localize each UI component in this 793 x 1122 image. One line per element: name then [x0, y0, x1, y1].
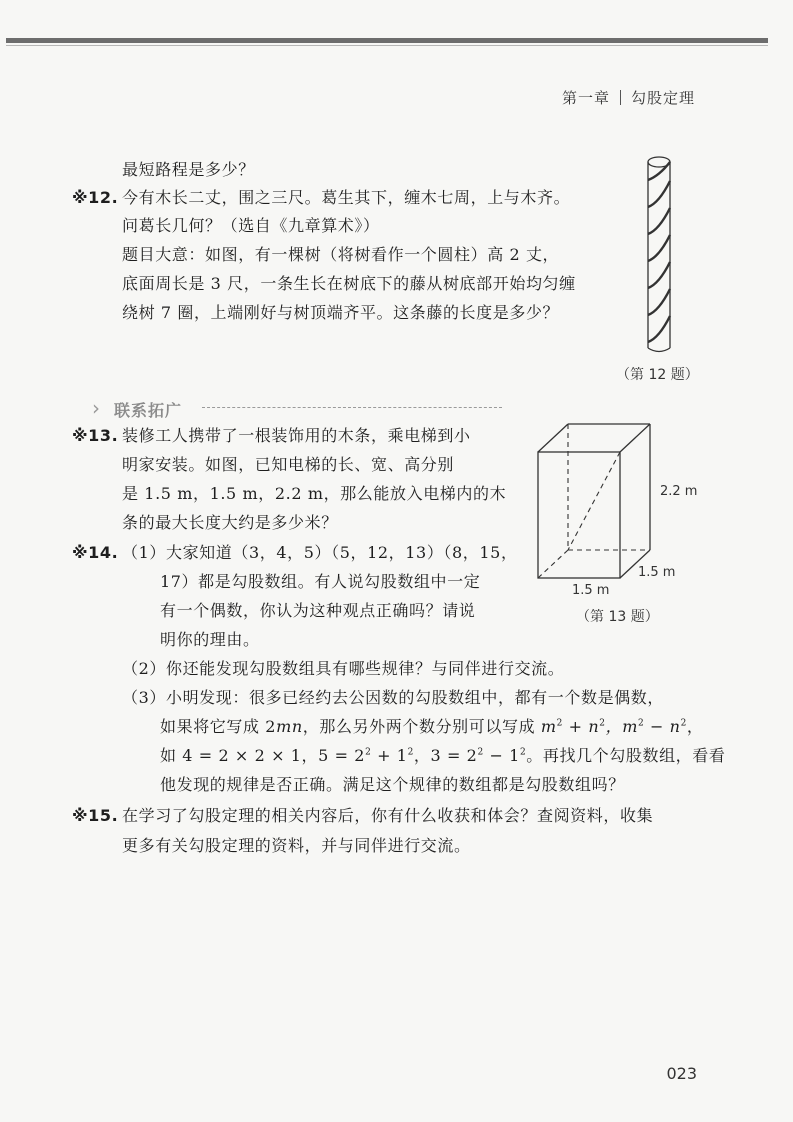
question-12-line: 问葛长几何？（选自《九章算术》）: [122, 216, 380, 235]
question-13-line: 条的最大长度大约是多少米？: [122, 513, 338, 532]
question-14-line: 他发现的规律是否正确。满足这个规律的数组都是勾股数组吗？: [160, 775, 625, 794]
formula-var: m: [540, 717, 557, 736]
question-15-line: 在学习了勾股定理的相关内容后，你有什么收获和体会？查阅资料，收集: [122, 806, 654, 825]
superscript: 2: [365, 747, 372, 758]
question-14-line: （3）小明发现：很多已经约去公因数的勾股数组中，都有一个数是偶数，: [122, 688, 664, 707]
text-line: 最短路程是多少？: [122, 160, 255, 179]
question-13-number: ※13.: [72, 426, 119, 445]
formula-text: ，3 = 2: [413, 746, 478, 765]
formula-var: mn: [276, 717, 303, 736]
running-header: [562, 87, 695, 108]
question-14-line: （1）大家知道（3，4，5）（5，12，13）（8，15，: [122, 543, 518, 562]
formula-text: ，那么另外两个数分别可以写成: [302, 717, 541, 736]
superscript: 2: [519, 747, 527, 758]
figure-12-cylinder: [640, 152, 680, 358]
formula-text: 如果将它写成 2: [160, 717, 277, 736]
question-14-line: 17）都是勾股数组。有人说勾股数组中一定: [160, 572, 481, 591]
superscript: 2: [680, 718, 687, 729]
superscript: 2: [556, 718, 563, 729]
question-12-line: 绕树 7 圈，上端刚好与树顶端齐平。这条藤的长度是多少？: [122, 303, 560, 322]
question-12-line: 题目大意：如图，有一棵树（将树看作一个圆柱）高 2 丈，: [122, 245, 560, 264]
question-14-line-example: [160, 746, 725, 766]
formula-text: 如 4 = 2 × 2 × 1，5 = 2: [160, 746, 366, 765]
formula-var: − n: [644, 717, 681, 736]
chevron-right-icon: ›: [92, 396, 100, 420]
formula-var: ，m: [605, 717, 638, 736]
question-14-line-formula: [160, 717, 704, 737]
question-12-number: ※12.: [72, 188, 119, 207]
section-rule: [202, 407, 502, 408]
superscript: 2: [407, 747, 414, 758]
formula-text: ，: [686, 717, 704, 736]
question-14-line: 有一个偶数，你认为这种观点正确吗？请说: [160, 601, 476, 620]
question-13-line: 装修工人携带了一根装饰用的木条，乘电梯到小: [122, 426, 471, 445]
formula-text: + 1: [371, 746, 408, 765]
question-13-line: 是 1.5 m，1.5 m，2.2 m，那么能放入电梯内的木: [122, 484, 507, 503]
question-14-line: 明你的理由。: [160, 630, 260, 649]
question-14-number: ※14.: [72, 543, 119, 562]
chapter-label: 第一章: [561, 89, 610, 107]
formula-text: 。再找几个勾股数组，看看: [526, 746, 726, 765]
question-12-line: 底面周长是 3 尺，一条生长在树底下的藤从树底部开始均匀缠: [122, 274, 576, 293]
question-15-number: ※15.: [72, 806, 119, 825]
top-rule-thin: [6, 45, 768, 46]
section-header: [92, 396, 502, 420]
formula-var: + n: [562, 717, 600, 736]
superscript: 2: [477, 747, 484, 758]
question-15-line: 更多有关勾股定理的资料，并与同伴进行交流。: [122, 836, 471, 855]
formula-text: − 1: [483, 746, 520, 765]
page-number: 023: [666, 1064, 697, 1083]
figure-13-height-label: 2.2 m: [660, 484, 698, 499]
header-separator: [620, 90, 621, 105]
figure-13-caption: （第 13 题）: [576, 609, 659, 625]
superscript: 2: [599, 718, 606, 729]
superscript: 2: [637, 718, 645, 729]
question-13-line: 明家安装。如图，已知电梯的长、宽、高分别: [122, 455, 455, 474]
chapter-title: 勾股定理: [630, 89, 695, 107]
figure-12-caption: （第 12 题）: [616, 367, 699, 383]
section-title: 联系拓广: [114, 401, 183, 420]
figure-13-depth-label: 1.5 m: [638, 565, 676, 580]
top-rule: [6, 38, 768, 43]
question-12-line: 今有木长二丈，围之三尺。葛生其下，缠木七周，上与木齐。: [122, 188, 571, 207]
figure-13-width-label: 1.5 m: [572, 583, 610, 598]
question-14-line: （2）你还能发现勾股数组具有哪些规律？与同伴进行交流。: [122, 659, 565, 678]
